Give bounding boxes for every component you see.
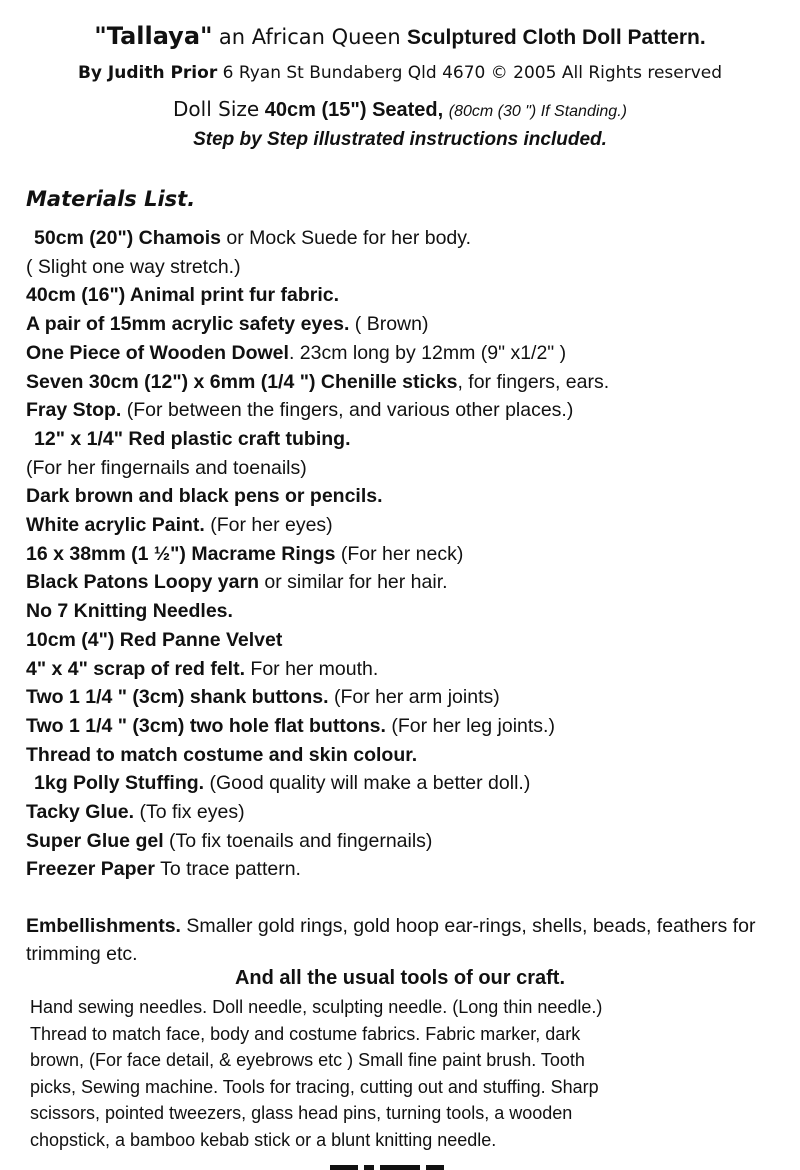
material-note: (For her fingernails and toenails) [26,456,307,479]
material-name: Super Glue gel [26,829,164,852]
tools-line: scissors, pointed tweezers, glass head pins, turning tools, a wooden [30,1103,573,1123]
material-item [26,683,796,712]
material-name: Fray Stop. [26,399,122,422]
material-item [26,368,796,397]
material-item [26,425,796,454]
material-name: No 7 Knitting Needles. [26,600,233,623]
material-note: For her mouth. [245,657,379,680]
material-item [26,396,796,425]
cut-off-heading [330,1158,470,1170]
material-item [26,568,796,597]
material-name: Two 1 1/4 " (3cm) two hole flat buttons. [26,714,386,737]
address: 6 Ryan St Bundaberg Qld 4670 [222,63,486,83]
author-line [0,63,800,83]
tools-line: picks, Sewing machine. Tools for tracing, cutting out and stuffing. Sharp [30,1076,599,1097]
material-note: or Mock Suede for her body. [220,227,471,249]
size-label: Doll Size [173,97,260,121]
material-item [26,253,796,282]
material-item [26,712,796,741]
material-item [26,655,796,684]
material-item [26,827,796,856]
material-name: 10cm (4") Red Panne Velvet [26,628,283,651]
material-name: Black Patons Loopy yarn [26,571,259,594]
tools-line: brown, (For face detail, & eyebrows etc ) Small fine paint brush. Tooth [30,1050,585,1070]
material-note: (For her arm joints) [328,686,500,709]
material-note: To trace pattern. [155,858,301,881]
doll-name: "Tallaya" [94,22,213,50]
material-item [26,281,796,310]
material-name: 12" x 1/4" Red plastic craft tubing. [34,427,351,450]
material-item [26,769,796,798]
material-name: 40cm (16") Animal print fur fabric. [26,284,340,307]
embellishments-label: Embellishments. [26,915,181,937]
material-item [26,511,796,540]
material-item [26,741,796,770]
material-note: (For her neck) [335,542,464,565]
material-name: 4" x 4" scrap of red felt. [26,657,245,680]
material-item [26,626,796,655]
material-item [26,597,796,626]
material-note: (To fix toenails and fingernails) [163,829,433,852]
material-note: (To fix eyes) [134,801,245,824]
material-name: 16 x 38mm (1 ½") Macrame Rings [26,542,336,565]
material-name: Freezer Paper [26,858,155,881]
material-note: or similar for her hair. [258,571,448,594]
size-standing: (80cm (30 ") If Standing.) [448,103,627,120]
author: By Judith Prior [77,63,218,83]
material-name: Thread to match costume and skin colour. [26,743,418,766]
material-name: A pair of 15mm acrylic safety eyes. [26,313,350,336]
material-note: , for fingers, ears. [457,370,610,393]
material-item [26,855,796,884]
doll-subtitle: an African Queen [218,25,401,49]
material-item [26,454,796,483]
material-item [26,798,796,827]
material-name: Dark brown and black pens or pencils. [26,485,383,508]
material-note: (For her leg joints.) [385,714,555,737]
material-note: (For between the fingers, and various other places.) [121,399,574,422]
material-item [26,482,796,511]
material-item [26,224,796,253]
material-note: (For her eyes) [204,514,333,537]
embellishments-text: Smaller gold rings, gold hoop ear-rings, shells, beads, feathers for trimming etc. [26,915,756,965]
tools-line: Hand sewing needles. Doll needle, sculpting needle. (Long thin needle.) [30,997,603,1017]
material-name: 50cm (20") Chamois [34,227,221,249]
tools-line: chopstick, a bamboo kebab stick or a blunt knitting needle. [30,1129,497,1150]
material-name: One Piece of Wooden Dowel [26,341,289,364]
tools-list [30,994,800,1153]
material-note: ( Slight one way stretch.) [26,255,241,278]
copyright: © 2005 All Rights reserved [490,63,723,83]
material-name: Seven 30cm (12") x 6mm (1/4 ") Chenille sticks [26,370,458,393]
tools-line: Thread to match face, body and costume fabrics. Fabric marker, dark [30,1023,581,1044]
material-name: Tacky Glue. [26,801,135,824]
material-item [26,310,796,339]
material-name: White acrylic Paint. [26,514,205,537]
material-item [26,540,796,569]
material-name: 1kg Polly Stuffing. [34,772,205,795]
title-line [0,22,800,50]
instructions-note: Step by Step illustrated instructions included. [193,129,607,150]
material-name: Two 1 1/4 " (3cm) shank buttons. [26,686,329,709]
material-item [26,339,796,368]
materials-title: Materials List. [26,187,196,211]
material-note: . 23cm long by 12mm (9" x1/2" ) [288,341,567,364]
embellishments [26,912,786,968]
tools-title: And all the usual tools of our craft. [234,967,566,989]
size-seated: 40cm (15") Seated, [264,99,444,121]
material-note: ( Brown) [349,313,429,336]
material-note: (Good quality will make a better doll.) [204,772,531,795]
materials-list [26,224,796,884]
size-line [0,97,800,122]
pattern-type: Sculptured Cloth Doll Pattern. [407,26,706,49]
